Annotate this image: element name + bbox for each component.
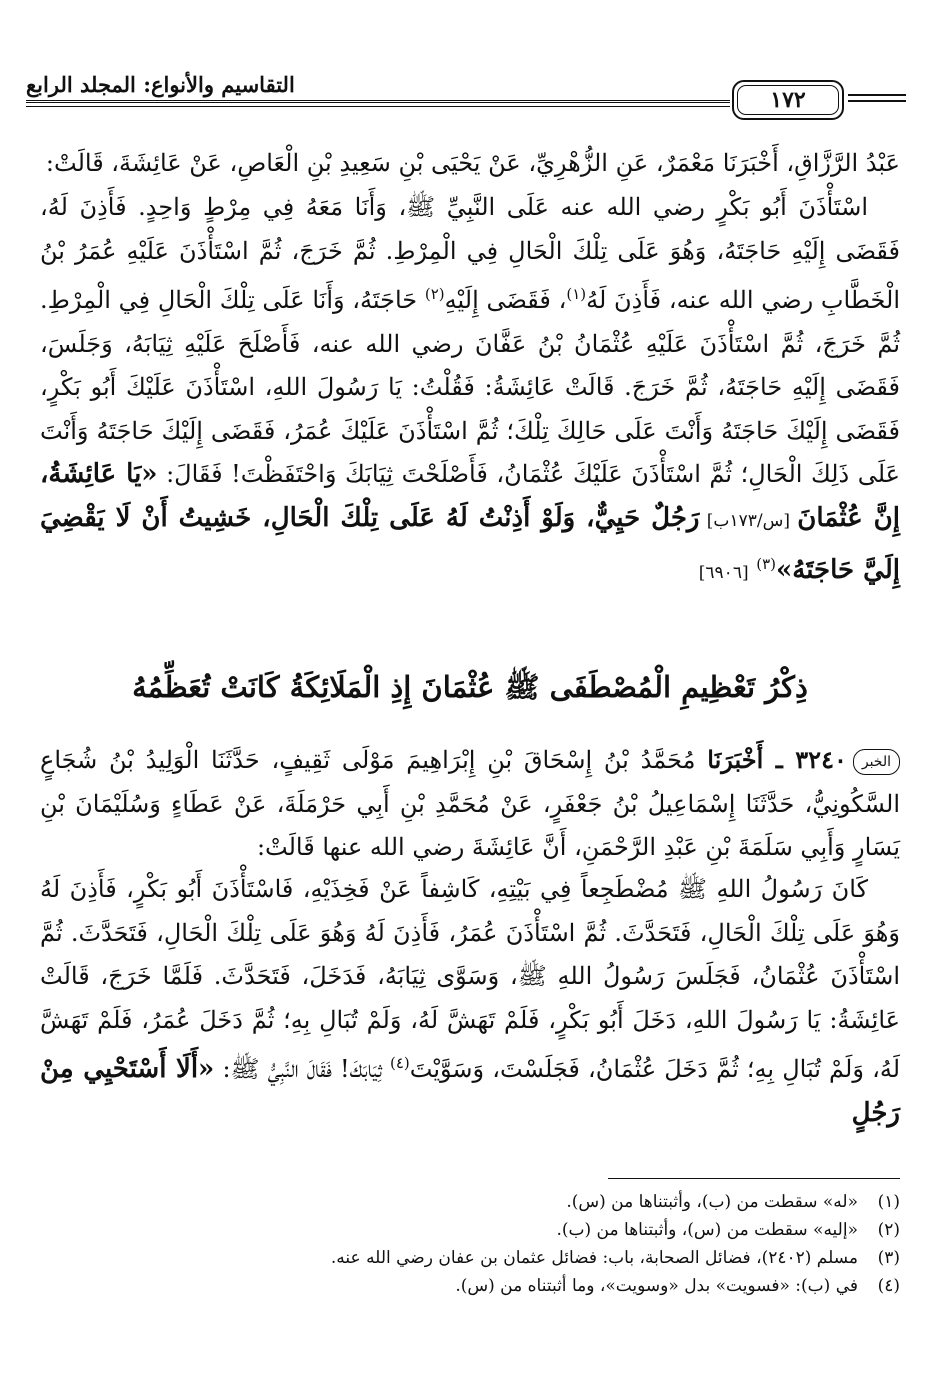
footnotes bbox=[40, 1188, 900, 1300]
header-rule bbox=[26, 100, 730, 107]
footnote-separator bbox=[608, 1178, 900, 1179]
footnote-number: (٤) bbox=[877, 1276, 900, 1296]
chapter-heading: ذِكْرُ تَعْظِيمِ الْمُصْطَفَى ﷺ عُثْمَانَ إِذِ الْمَلَائِكَةُ كَانَتْ تُعَظِّمُهُ bbox=[132, 670, 808, 704]
footnote-marker-4[interactable]: (٤) bbox=[390, 1054, 410, 1072]
footnote-item bbox=[40, 1272, 900, 1300]
paragraph-hadith-text bbox=[40, 186, 900, 596]
footnote-item bbox=[40, 1244, 900, 1272]
footnote-text: «إليه» سقطت من (س)، وأثبتناها من (ب). bbox=[556, 1220, 858, 1240]
hadith-text-part1: اسْتَأْذَنَ أَبُو بَكْرٍ رضي الله عنه عَلَى النَّبِيِّ ﷺ، وَأَنَا مَعَهُ فِي مِرْطٍ وَاحِدٍ. فَأَذِنَ لَهُ، فَقَضَى إِلَيْهِ حَاجَتَهُ، وَهُوَ عَلَى تِلْكَ الْحَالِ فِي الْمِرْطِ. ثُمَّ خَرَجَ، ثُمَّ اسْتَأْذَنَ عَلَيْهِ عُمَرُ بْنُ الْخَطَّابِ رضي الله عنه، فَأَذِنَ لَهُ bbox=[40, 193, 900, 314]
header-ornament bbox=[848, 94, 906, 102]
page-number: ١٧٢ bbox=[732, 80, 844, 120]
footnote-text: في (ب): «فسويت» بدل «وسويت»، وما أثبتناه من (س). bbox=[455, 1276, 858, 1296]
footnote-number: (٣) bbox=[877, 1248, 900, 1268]
footnote-marker-1[interactable]: (١) bbox=[566, 285, 587, 303]
footnote-number: (٢) bbox=[877, 1220, 900, 1240]
footnote-number: (١) bbox=[877, 1192, 900, 1212]
footnote-item bbox=[40, 1188, 900, 1216]
hadith-reference-number: [٦٩٠٦] bbox=[698, 563, 749, 583]
paragraph-isnad-end: عَبْدُ الرَّزَّاقِ، أَخْبَرَنَا مَعْمَرٌ، عَنِ الزُّهْرِيِّ، عَنْ يَحْيَى بْنِ سَعِيدِ بْنِ الْعَاصِ، عَنْ عَائِشَةَ، قَالَتْ: bbox=[45, 149, 900, 177]
prophet-saying-1: «يَا عَائِشَةُ، إِنَّ عُثْمَانَ bbox=[40, 459, 900, 533]
hadith-isnad bbox=[40, 738, 900, 870]
footnote-text: مسلم (٢٤٠٢)، فضائل الصحابة، باب: فضائل عثمان بن عفان رضي الله عنه. bbox=[330, 1248, 858, 1268]
footnote-item bbox=[40, 1216, 900, 1244]
book-title: التقاسيم والأنواع: المجلد الرابع bbox=[26, 72, 295, 97]
manuscript-ref: [س/١٧٣ب] bbox=[699, 510, 798, 531]
hadith2-text-part1: كَانَ رَسُولُ اللهِ ﷺ مُضْطَجِعاً فِي بَيْتِهِ، كَاشِفاً عَنْ فَخِذَيْهِ، فَاسْتَأْذَنَ أَبُو بَكْرٍ، فَأَذِنَ لَهُ وَهُوَ عَلَى تِلْكَ الْحَالِ، فَتَحَدَّثَ. ثُمَّ اسْتَأْذَنَ عُمَرُ، فَأَذِنَ لَهُ وَهُوَ عَلَى تِلْكَ الْحَالِ، فَتَحَدَّثَ. ثُمَّ اسْتَأْذَنَ عُثْمَانُ، فَجَلَسَ رَسُولُ اللهِ ﷺ، وَسَوَّى ثِيَابَهُ، فَدَخَلَ، فَتَحَدَّثَ. فَلَمَّا خَرَجَ، قَالَتْ عَائِشَةُ: يَا رَسُولَ اللهِ، دَخَلَ أَبُو بَكْرٍ، فَلَمْ تَهَشَّ لَهُ، وَلَمْ تُبَالِ بِهِ؛ ثُمَّ دَخَلَ عُمَرُ، فَلَمْ تَهَشَّ لَهُ، وَلَمْ تُبَالِ بِهِ؛ ثُمَّ دَخَلَ عُثْمَانُ، فَجَلَسْتَ، وَسَوَّيْتَ bbox=[40, 875, 901, 1083]
prophet-saying-3: «أَلَا أَسْتَحْيِي مِنْ رَجُلٍ bbox=[40, 1054, 900, 1128]
page-header bbox=[26, 70, 906, 120]
paragraph-hadith-text-2 bbox=[40, 868, 900, 1135]
footnote-marker-2[interactable]: (٢) bbox=[424, 285, 445, 303]
hadith-text-part2: ، فَقَضَى إِلَيْهِ bbox=[444, 286, 567, 314]
footnote-marker-3[interactable]: (٣) bbox=[756, 555, 777, 573]
hadith2-text-part2: ثِيَابَكَ! فَقَالَ النَّبِيُّ ﷺ: bbox=[214, 1055, 390, 1083]
footnote-text: «له» سقطت من (ب)، وأثبتناها من (س). bbox=[566, 1192, 858, 1212]
hadith-number: ٣٢٤٠ ـ أَخْبَرَنَا bbox=[707, 745, 847, 774]
isnad-text: مُحَمَّدُ بْنُ إِسْحَاقَ بْنِ إِبْرَاهِيمَ مَوْلَى ثَقِيفٍ، حَدَّثَنَا الْوَلِيدُ بْنُ شُجَاعٍ السَّكُونِيُّ، حَدَّثَنَا إِسْمَاعِيلُ بْنُ جَعْفَرٍ، عَنْ مُحَمَّدِ بْنِ أَبِي حَرْمَلَةَ، عَنْ عَطَاءٍ وَسُلَيْمَانَ بْنِ يَسَارٍ وَأَبِي سَلَمَةَ بْنِ عَبْدِ الرَّحْمَنِ، أَنَّ عَائِشَةَ رضي الله عنها قَالَتْ: bbox=[40, 746, 900, 861]
hadith-text-part3: حَاجَتَهُ، وَأَنَا عَلَى تِلْكَ الْحَالِ فِي الْمِرْطِ. ثُمَّ خَرَجَ، ثُمَّ اسْتَأْذَنَ عَلَيْهِ عُثْمَانُ بْنُ عَفَّانَ رضي الله عنه، فَأَصْلَحَ عَلَيْهِ ثِيَابَهُ، وَجَلَسَ، فَقَضَى إِلَيْهِ حَاجَتَهُ، ثُمَّ خَرَجَ. قَالَتْ عَائِشَةُ: فَقُلْتُ: يَا رَسُولَ اللهِ، اسْتَأْذَنَ عَلَيْكَ أَبُو بَكْرٍ، فَقَضَى إِلَيْكَ حَاجَتَهُ وَأَنْتَ عَلَى حَالِكَ تِلْكَ؛ ثُمَّ اسْتَأْذَنَ عَلَيْكَ عُمَرُ، فَقَضَى إِلَيْكَ حَاجَتَهُ وَأَنْتَ عَلَى ذَلِكَ الْحَالِ؛ ثُمَّ اسْتَأْذَنَ عَلَيْكَ عُثْمَانُ، فَأَصْلَحْتَ ثِيَابَكَ وَاحْتَفَظْتَ! فَقَالَ: bbox=[40, 286, 900, 488]
hadith-badge: الخبر bbox=[853, 749, 900, 775]
prophet-saying-2: رَجُلٌ حَيِيٌّ، وَلَوْ أَذِنْتُ لَهُ عَلَى تِلْكَ الْحَالِ، خَشِيتُ أَنْ لَا يَقْضِيَ إِلَيَّ حَاجَتَهُ» bbox=[40, 502, 900, 585]
